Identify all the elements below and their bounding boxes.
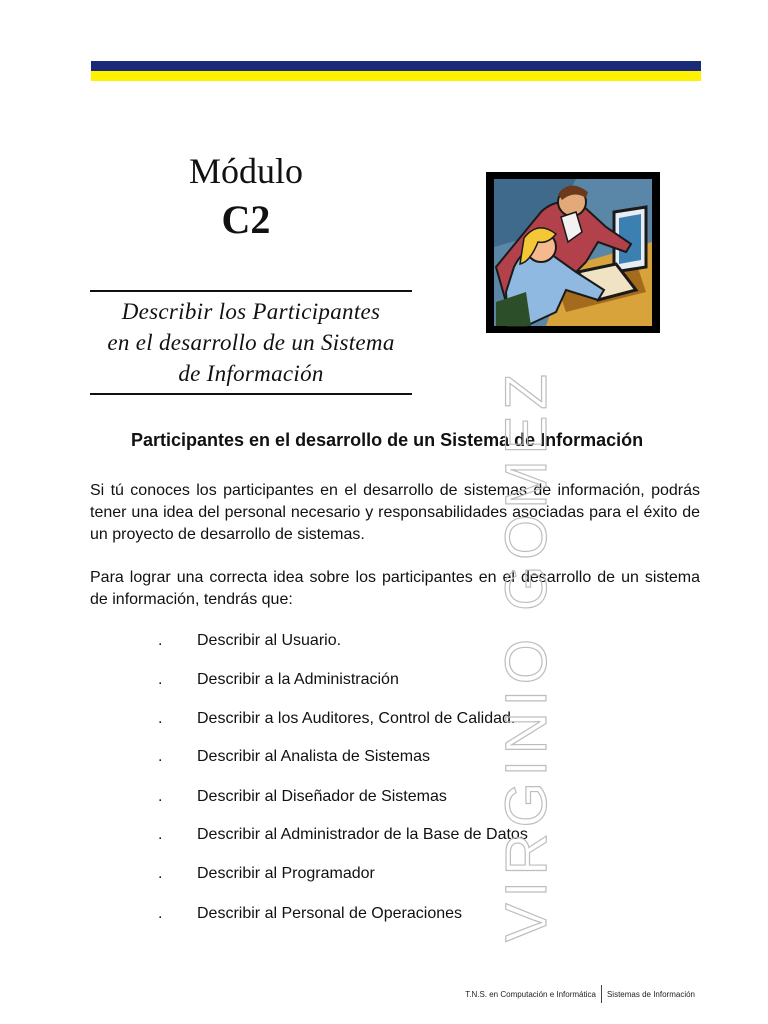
- section-heading: Participantes en el desarrollo de un Sistema de Información: [131, 430, 644, 450]
- clipart-graphic: [486, 172, 660, 333]
- subtitle-line: de Información: [178, 361, 324, 386]
- header-band-blue: [91, 61, 701, 71]
- list-item-text: Describir al Analista de Sistemas: [197, 748, 430, 765]
- list-item-text: Describir al Programador: [197, 865, 375, 882]
- objective-paragraph: Para lograr una correcta idea sobre los participantes en el desarrollo de un sistema de información, tendrás que:: [90, 569, 700, 608]
- module-label: Módulo: [188, 151, 303, 191]
- subtitle-line: en el desarrollo de un Sistema: [107, 330, 395, 355]
- bullet-marker: .: [158, 826, 163, 843]
- bullet-marker: .: [158, 905, 163, 922]
- bullet-marker: .: [158, 865, 163, 882]
- list-item-text: Describir al Personal de Operaciones: [197, 905, 463, 922]
- list-item-text: Describir al Administrador de la Base de Datos: [197, 826, 528, 843]
- module-subtitle: [86, 296, 416, 389]
- list-item-text: Describir al Diseñador de Sistemas: [197, 788, 447, 805]
- bullet-marker: .: [158, 748, 163, 765]
- bullet-marker: .: [158, 788, 163, 805]
- header-band-yellow: [91, 71, 701, 81]
- list-item-text: Describir a la Administración: [197, 671, 399, 688]
- bullet-marker: .: [158, 671, 163, 688]
- intro-paragraph: Si tú conoces los participantes en el desarrollo de sistemas de información, podrás tener una idea del personal necesario y responsabilidades asociadas para el éxito de un proyecto de desarrollo de sistemas.: [90, 482, 700, 543]
- footer-program: T.N.S. en Computación e Informática: [465, 989, 596, 999]
- title-rule-top: [90, 290, 412, 292]
- title-rule-bottom: [90, 393, 412, 395]
- list-item-text: Describir a los Auditores, Control de Calidad.: [197, 710, 516, 727]
- watermark-text: VIRGINIO GOMEZ: [494, 368, 559, 942]
- people-at-computer-clipart-icon: [486, 172, 660, 333]
- footer-course: Sistemas de Información: [606, 989, 695, 999]
- footer-divider: [601, 985, 602, 1003]
- module-code: C2: [221, 197, 271, 242]
- bullet-marker: .: [158, 710, 163, 727]
- list-item-text: Describir al Usuario.: [197, 632, 342, 649]
- bullet-marker: .: [158, 632, 163, 649]
- subtitle-line: Describir los Participantes: [121, 299, 381, 324]
- page-footer: [465, 985, 695, 1003]
